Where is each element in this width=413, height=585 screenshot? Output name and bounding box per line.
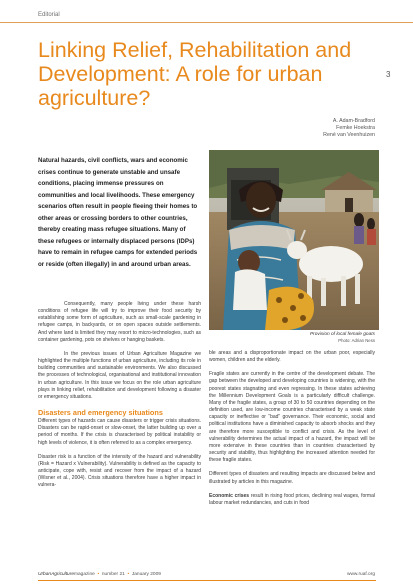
body-paragraph: In the previous issues of Urban Agriculture Magazine we highlighted the multiple functions of urban agriculture, including its role in building communities and sustainable environments. We also discussed the processes of technological, organisational and institutional innovation in urban agriculture. In this issue we focus on the role urban agriculture plays in linking relief, rehabilitation and development following a disaster or emergency situations. bbox=[38, 350, 201, 400]
author-name: A. Adam-Bradford bbox=[332, 118, 375, 124]
body-paragraph: Different types of disasters and resulting impacts are discussed below and illustrated by articles in this magazine. bbox=[209, 471, 375, 485]
section-heading: Disasters and emergency situations bbox=[38, 408, 163, 418]
photo-caption bbox=[310, 332, 375, 344]
issue-number: number 21 bbox=[101, 572, 125, 577]
woman-with-child-and-goat-photo bbox=[209, 150, 379, 330]
body-paragraph: ble areas and a disproportionate impact on the urban poor, especially women, children and the elderly. bbox=[209, 350, 375, 364]
lead-paragraph: Natural hazards, civil conflicts, wars and economic crises continue to generate unstable and unsafe conditions, placing immense pressures on communities and local livelihoods. These emergency scenarios often result in people fleeing their homes to other areas or crossing borders to other countries, thereby creating mass refugee situations. Many of these refugees or internally displaced persons (IDPs) have to remain in refugee camps for extended periods or reside (often illegally) in and around urban areas. bbox=[38, 157, 198, 268]
article-title: Linking Relief, Rehabilitation and Development: A role for urban agriculture? bbox=[38, 38, 352, 110]
paragraph-text: result in rising food prices, declining real wages, formal labour market redundancies, and cuts in food bbox=[209, 492, 375, 506]
author-name: Femke Hoekstra bbox=[336, 125, 375, 132]
body-paragraph bbox=[209, 493, 375, 507]
body-paragraph: Disaster risk is a function of the intensity of the hazard and vulnerability (Risk = Hazard x Vulnerability). Vulnerability is defined as the capacity to anticipate, cope with, resist and recover from the impact of a hazard (Wisner et al., 2004). Crisis situations therefore have a higher impact in vulnera- bbox=[38, 453, 201, 489]
right-column bbox=[209, 350, 375, 507]
magazine-suffix: magazine bbox=[74, 572, 95, 577]
body-paragraph: Consequently, many people living under these harsh conditions of refugee life will try to improve their food security by establishing some form of agriculture, such as small-scale gardening in refugee camps, in backyards, or on open spaces outside settlements. And where land is limited they may resort to micro-technologies, such as container gardening, pots on shelves or hanging baskets. bbox=[38, 301, 201, 343]
issue-date: January 2009 bbox=[131, 572, 161, 577]
left-column bbox=[38, 301, 201, 489]
section-label: Editorial bbox=[38, 12, 60, 18]
author-name: René van Veenhuizen bbox=[323, 132, 375, 139]
body-paragraph: Different types of hazards can cause disasters or trigger crisis situations. Disasters can be rapid-onset or slow-onset, the latter building up over a period of months. If the crisis is characterised by political instability or high levels of violence, it is often referred to as a complex emergency. bbox=[38, 418, 201, 446]
page-number: 3 bbox=[386, 70, 391, 79]
run-in-heading: Economic crises bbox=[209, 492, 250, 499]
caption-text: Provision of local female goats bbox=[309, 332, 375, 337]
body-paragraph: Fragile states are currently in the centre of the development debate. The gap between the developed and developing countries is widening, with the poorest states stagnating and even regressing. In these states achieving the Millennium Development Goals is a particularly difficult challenge. Many of the fragile states, a group of 30 to 50 countries depending on the definition used, are low-income countries characterised by a weak state capacity or ineffective or “bad” governance. Their economic, social and political institutions have a diminished capacity to absorb shocks and they are therefore more susceptible to conflict and crisis. As the level of vulnerability determines the actual impact of a hazard, the impact will be more extensive in these countries than in countries characterised by security and stability, thus highlighting the increased attention needed for these fragile states. bbox=[209, 371, 375, 464]
photo-credit: Photo: Adrian Ness bbox=[338, 338, 375, 343]
footer-url[interactable]: www.ruaf.org bbox=[347, 572, 375, 577]
footer-magazine-info: UrbanAgriculturemagazine • number 21 • January 2009 bbox=[38, 572, 161, 577]
author-list bbox=[323, 118, 375, 140]
footer-rule bbox=[38, 580, 376, 581]
header-rule bbox=[0, 22, 413, 23]
article-photo bbox=[209, 150, 379, 330]
magazine-name: UrbanAgriculture bbox=[38, 572, 74, 577]
